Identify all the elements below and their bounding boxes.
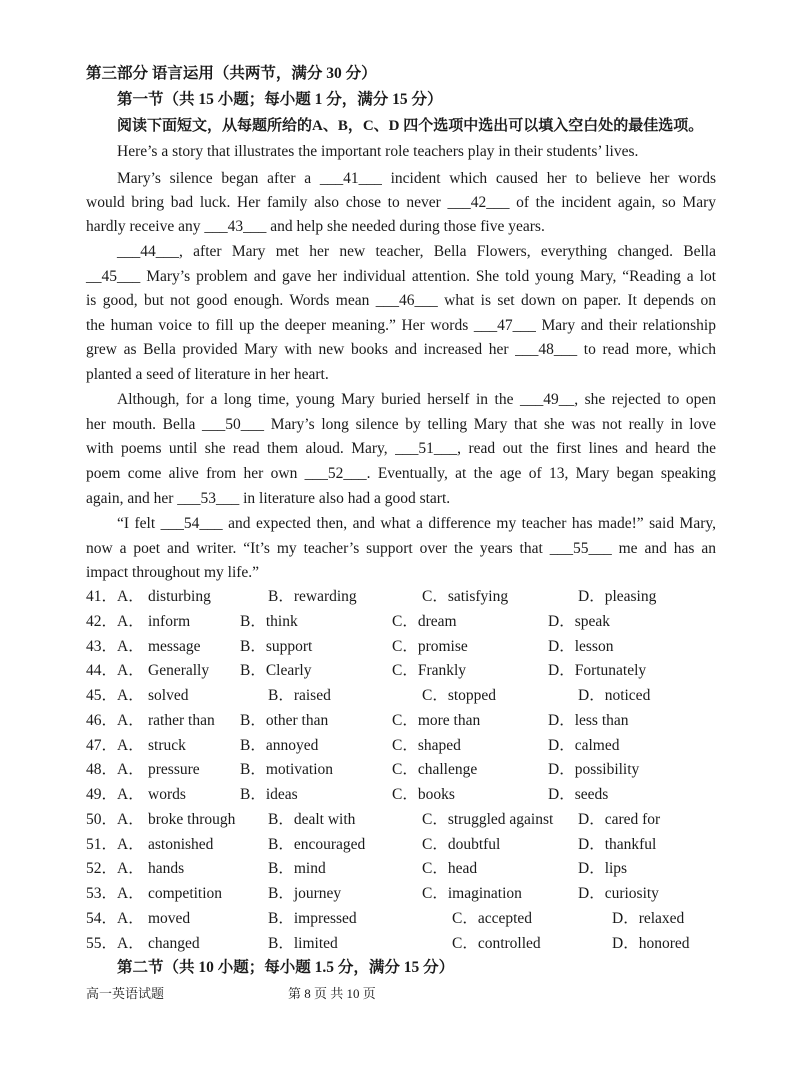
footer-page-number: 第 8 页 共 10 页	[288, 986, 376, 1001]
option-c: C．imagination	[422, 885, 522, 902]
option-d: D．honored	[612, 935, 690, 952]
option-a: inform	[148, 613, 191, 630]
option-c: C．more than	[392, 712, 481, 729]
option-a: struck	[148, 737, 186, 754]
option-c: C．accepted	[452, 910, 533, 927]
option-d: D．seeds	[548, 786, 609, 803]
option-a: message	[148, 638, 201, 655]
instruction-text: 阅读下面短文，从每题所给的A、B，C、D 四个选项中选出可以填入空白处的最佳选项。	[117, 118, 704, 134]
option-b: B．journey	[268, 885, 342, 902]
part-heading: 第三部分 语言运用（共两节，满分 30 分）	[86, 65, 377, 82]
option-c: C．promise	[392, 638, 468, 655]
passage-line: again, and her ___53___ in literature also had a good start.	[86, 490, 451, 507]
option-b: B．support	[240, 638, 313, 655]
question-number: 53．A．	[86, 885, 144, 902]
question-number: 55．A．	[86, 935, 144, 952]
passage-line: now a poet and writer. “It’s my teacher’s support over the years that ___55___ me and has an	[86, 540, 716, 557]
option-d: D．Fortunately	[548, 662, 647, 679]
option-b: B．annoyed	[240, 737, 319, 754]
option-c: C．challenge	[392, 761, 478, 778]
option-b: B．rewarding	[268, 588, 357, 605]
option-a: Generally	[148, 662, 210, 679]
passage-line: __45___ Mary’s problem and gave her individual attention. She told young Mary, “Reading a lot	[86, 268, 716, 285]
question-number: 46．A．	[86, 712, 144, 729]
question-number: 44．A．	[86, 662, 144, 679]
option-b: B．dealt with	[268, 811, 356, 828]
option-b: B．motivation	[240, 761, 334, 778]
option-b: B．limited	[268, 935, 338, 952]
passage-line: is good, but not good enough. Words mean ___46___ what is set down on paper. It depends on	[86, 292, 716, 309]
option-c: C．satisfying	[422, 588, 509, 605]
option-a: broke through	[148, 811, 236, 828]
option-d: D．speak	[548, 613, 610, 630]
passage-line: ___44___, after Mary met her new teacher, Bella Flowers, everything changed. Bella	[117, 243, 716, 260]
option-a: disturbing	[148, 588, 211, 605]
option-b: B．other than	[240, 712, 329, 729]
passage-line: impact throughout my life.”	[86, 564, 260, 581]
option-a: moved	[148, 910, 191, 927]
question-number: 49．A．	[86, 786, 144, 803]
option-a: competition	[148, 885, 223, 902]
option-a: words	[148, 786, 186, 803]
question-number: 45．A．	[86, 687, 144, 704]
option-b: B．Clearly	[240, 662, 312, 679]
section1-heading: 第一节（共 15 小题；每小题 1 分，满分 15 分）	[117, 91, 443, 108]
option-c: C．Frankly	[392, 662, 467, 679]
passage-line: Mary’s silence began after a ___41___ incident which caused her to believe her words	[117, 170, 716, 187]
option-d: D．calmed	[548, 737, 620, 754]
option-d: D．lips	[578, 860, 628, 877]
option-b: B．ideas	[240, 786, 298, 803]
passage-line: with poems until she read them aloud. Mary, ___51___, read out the first lines and heard the	[86, 440, 716, 457]
option-d: D．possibility	[548, 761, 640, 778]
question-number: 43．A．	[86, 638, 144, 655]
passage-line: planted a seed of literature in her heart.	[86, 366, 329, 383]
option-d: D．pleasing	[578, 588, 657, 605]
passage-line: her mouth. Bella ___50___ Mary’s long silence by telling Mary that she was not really in love	[86, 416, 716, 433]
passage-line: would bring bad luck. Her family also chose to never ___42___ of the incident again, so Mary	[86, 194, 716, 211]
option-d: D．lesson	[548, 638, 614, 655]
option-d: D．cared for	[578, 811, 661, 828]
question-number: 54．A．	[86, 910, 144, 927]
question-number: 42．A．	[86, 613, 144, 630]
passage-line: poem come alive from her own ___52___. Eventually, at the age of 13, Mary began speaking	[86, 465, 716, 482]
option-b: B．encouraged	[268, 836, 366, 853]
option-d: D．less than	[548, 712, 629, 729]
question-number: 47．A．	[86, 737, 144, 754]
option-b: B．raised	[268, 687, 331, 704]
passage-line: “I felt ___54___ and expected then, and what a difference my teacher has made!” said Mary,	[117, 515, 716, 532]
option-c: C．controlled	[452, 935, 541, 952]
option-c: C．dream	[392, 613, 457, 630]
question-number: 48．A．	[86, 761, 144, 778]
passage-line: hardly receive any ___43___ and help she needed during those five years.	[86, 218, 545, 235]
option-c: C．stopped	[422, 687, 497, 704]
option-a: changed	[148, 935, 200, 952]
option-d: D．curiosity	[578, 885, 659, 902]
passage-line: Here’s a story that illustrates the important role teachers play in their students’ lives.	[117, 143, 639, 160]
option-c: C．head	[422, 860, 478, 877]
option-c: C．books	[392, 786, 455, 803]
option-c: C．doubtful	[422, 836, 501, 853]
option-b: B．mind	[268, 860, 326, 877]
option-a: rather than	[148, 712, 215, 729]
question-number: 52．A．	[86, 860, 144, 877]
section2-heading: 第二节（共 10 小题；每小题 1.5 分，满分 15 分）	[117, 959, 455, 976]
footer-subject: 高一英语试题	[86, 986, 165, 1001]
question-number: 50．A．	[86, 811, 144, 828]
option-a: hands	[148, 860, 185, 877]
option-d: D．relaxed	[612, 910, 685, 927]
option-d: D．thankful	[578, 836, 657, 853]
option-a: solved	[148, 687, 189, 704]
option-c: C．shaped	[392, 737, 461, 754]
option-b: B．impressed	[268, 910, 357, 927]
option-c: C．struggled against	[422, 811, 554, 828]
question-number: 51．A．	[86, 836, 144, 853]
option-a: pressure	[148, 761, 200, 778]
passage-line: the human voice to fill up the deeper meaning.” Her words ___47___ Mary and their relationship	[86, 317, 716, 334]
option-d: D．noticed	[578, 687, 651, 704]
passage-line: Although, for a long time, young Mary buried herself in the ___49__, she rejected to open	[117, 391, 716, 408]
question-number: 41．A．	[86, 588, 144, 605]
option-a: astonished	[148, 836, 214, 853]
option-b: B．think	[240, 613, 298, 630]
passage-line: grew as Bella provided Mary with new books and increased her ___48___ to read more, which	[86, 341, 716, 358]
